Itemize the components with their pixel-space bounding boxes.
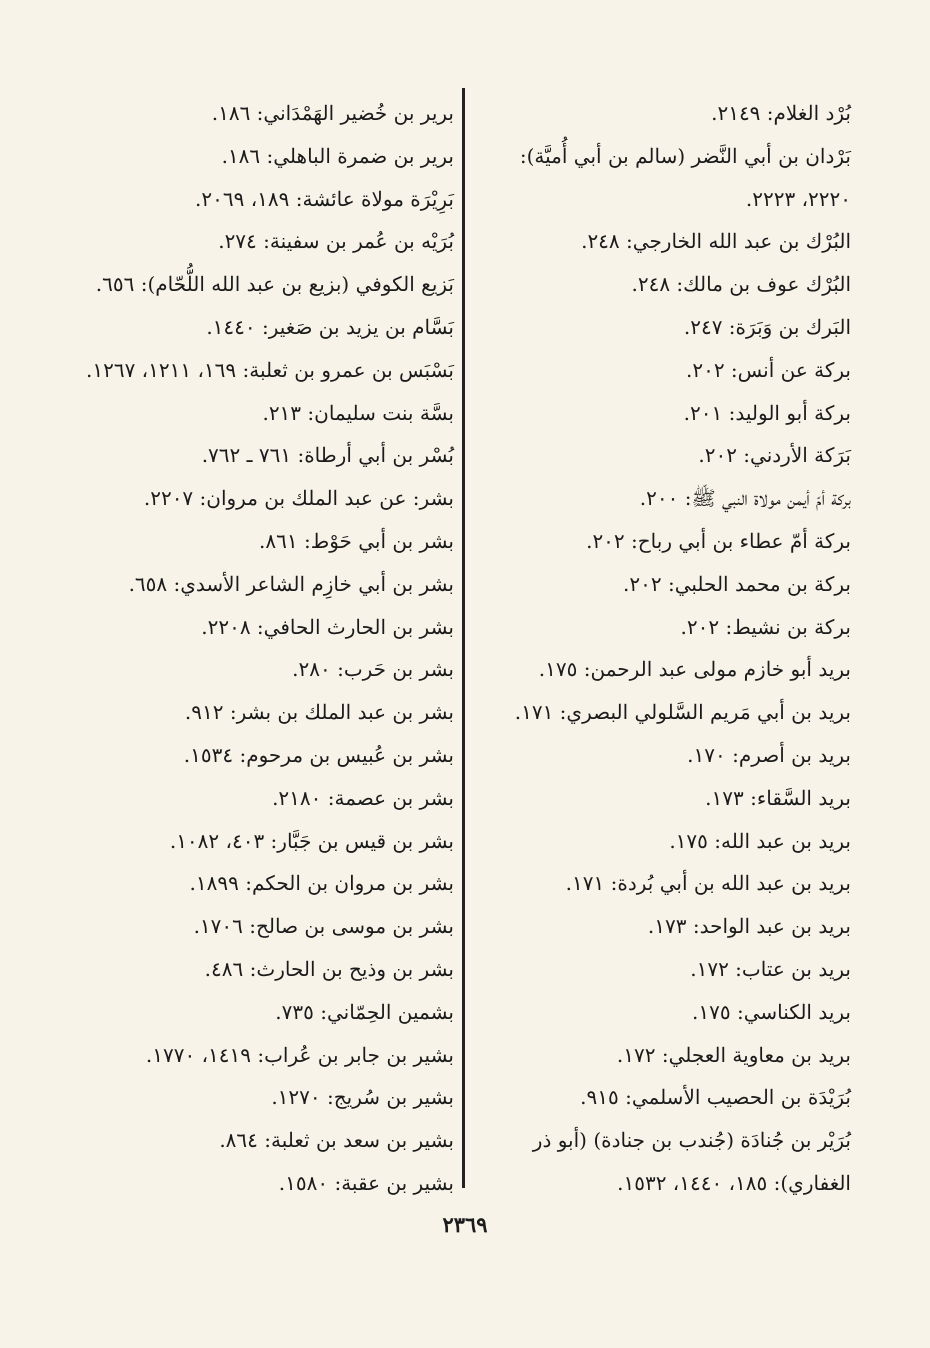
index-entry: البَرك بن وَبَرَة: ٢٤٧. (683, 314, 851, 339)
index-entry: بركة بن محمد الحلبي: ٢٠٢. (623, 571, 851, 596)
index-entry: بشير بن جابر بن عُراب: ١٤١٩، ١٧٧٠. (145, 1042, 454, 1067)
index-entry: بشر بن قيس بن جَبَّار: ٤٠٣، ١٠٨٢. (169, 828, 454, 853)
index-entry: بركة عن أنس: ٢٠٢. (685, 357, 851, 382)
index-entry: بشير بن عقبة: ١٥٨٠. (278, 1170, 454, 1195)
index-entry: بُرَيْه بن عُمر بن سفينة: ٢٧٤. (218, 229, 454, 254)
index-entry: بريد بن عتاب: ١٧٢. (690, 956, 851, 981)
index-entry: بريد بن أبي مَريم السَّلولي البصري: ١٧١. (514, 700, 851, 725)
page-number: ٢٣٦٩ (442, 1212, 488, 1237)
index-entry: بشر بن الحارث الحافي: ٢٢٠٨. (201, 614, 454, 639)
index-column-right (475, 92, 851, 1205)
index-entry: بريد السَّقاء: ١٧٣. (705, 785, 851, 810)
index-entry: بُرَيْدَة بن الحصيب الأسلمي: ٩١٥. (580, 1085, 851, 1110)
index-entry: بريد بن عبد الواحد: ١٧٣. (647, 914, 851, 939)
index-entry: برير بن ضمرة الباهلي: ١٨٦. (221, 143, 454, 168)
index-entry: برير بن خُضير الهَمْدَاني: ١٨٦. (211, 101, 454, 125)
index-entry: بشر بن مروان بن الحكم: ١٨٩٩. (189, 871, 454, 896)
index-entry: بشر بن عبد الملك بن بشر: ٩١٢. (184, 700, 454, 725)
index-entry: بريد بن عبد الله بن أبي بُردة: ١٧١. (565, 871, 851, 896)
index-entry: بشر بن حَرب: ٢٨٠. (292, 657, 454, 682)
index-entry: بَرْدان بن أبي النَّضر (سالم بن أبي أُميَّة): ٢٢٢٠، ٢٢٢٣. (519, 143, 851, 211)
index-entry: بشير بن سُريج: ١٢٧٠. (271, 1085, 454, 1110)
index-column-left (78, 92, 454, 1205)
index-entry: بشر: عن عبد الملك بن مروان: ٢٢٠٧. (143, 486, 454, 511)
index-entry: البُرْك بن عبد الله الخارجي: ٢٤٨. (581, 229, 851, 254)
index-entry: بُرْد الغلام: ٢١٤٩. (711, 101, 851, 125)
column-divider (462, 88, 465, 1188)
index-entry: بريد أبو خازم مولى عبد الرحمن: ١٧٥. (538, 657, 851, 682)
index-entry: بُرَيْر بن جُنادَة (جُندب بن جنادة) (أبو ذر الغفاري): ١٨٥، ١٤٤٠، ١٥٣٢. (532, 1128, 851, 1195)
index-entry: بركة بن نشيط: ٢٠٢. (680, 614, 851, 639)
index-entry: بشر بن أبي حَوْط: ٨٦١. (259, 528, 454, 553)
index-entry: بريد بن أصرم: ١٧٠. (687, 742, 851, 767)
index-entry: بَسْبَس بن عمرو بن ثعلبة: ١٦٩، ١٢١١، ١٢٦٧. (86, 357, 454, 382)
index-entry: بشمين الحِمّاني: ٧٣٥. (275, 999, 454, 1024)
index-entry: بسَّة بنت سليمان: ٢١٣. (262, 400, 454, 425)
index-entry: بشر بن موسى بن صالح: ١٧٠٦. (193, 914, 454, 939)
index-entry: بشر بن أبي خازِم الشاعر الأسدي: ٦٥٨. (128, 571, 454, 596)
index-entry: بريد بن عبد الله: ١٧٥. (669, 828, 851, 853)
index-entry: بشر بن وذيح بن الحارث: ٤٨٦. (204, 956, 454, 981)
index-entry: بشر بن عُبيس بن مرحوم: ١٥٣٤. (183, 742, 454, 767)
index-entry: بَرِيْرَة مولاة عائشة: ١٨٩، ٢٠٦٩. (195, 186, 454, 211)
index-entry: بريد الكناسي: ١٧٥. (692, 999, 851, 1024)
index-entry: بركة أبو الوليد: ٢٠١. (683, 400, 851, 425)
index-entry: بشر بن عصمة: ٢١٨٠. (272, 785, 454, 810)
index-entry: البُرْك عوف بن مالك: ٢٤٨. (631, 272, 851, 297)
index-entry: بُسْر بن أبي أرطاة: ٧٦١ ـ ٧٦٢. (201, 443, 454, 468)
index-entry: بَسَّام بن يزيد بن صَغير: ١٤٤٠. (206, 314, 454, 339)
index-entry: بَرَكة الأردني: ٢٠٢. (698, 443, 851, 468)
index-entry: بريد بن معاوية العجلي: ١٧٢. (616, 1042, 851, 1067)
index-entry: بَزيع الكوفي (بزيع بن عبد الله اللُّحّام): ٦٥٦. (95, 272, 454, 297)
index-entry: بركة أمّ أيمن مولاة النبي ﷺ: ٢٠٠. (639, 486, 851, 511)
index-entry: بشير بن سعد بن ثعلبة: ٨٦٤. (219, 1128, 454, 1153)
index-entry: بركة أمّ عطاء بن أبي رباح: ٢٠٢. (586, 528, 851, 553)
